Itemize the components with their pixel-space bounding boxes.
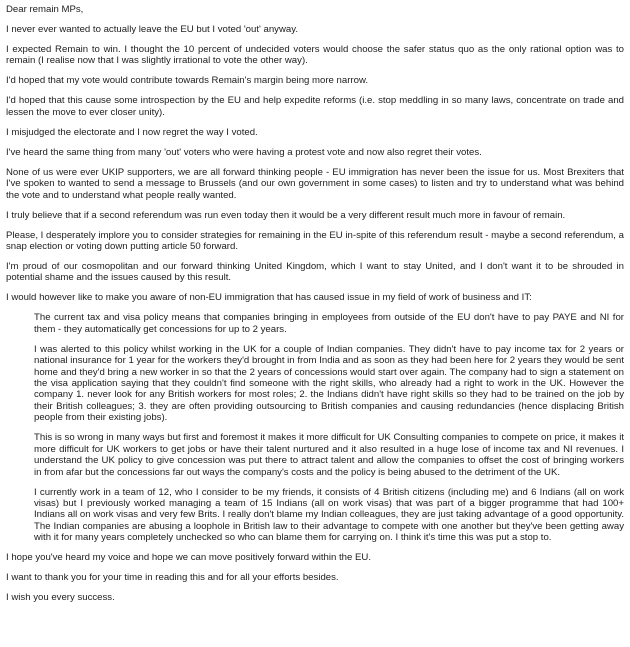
paragraph-implore: Please, I desperately implore you to consider strategies for remaining in the EU in-spite of this referendum result - maybe a second referendum, a snap election or voting down putting article 50 forward.: [6, 229, 624, 253]
paragraph-protest-vote: I've heard the same thing from many 'out' voters who were having a protest vote and now also regret their votes.: [6, 146, 482, 158]
quote-tax-visa-policy: The current tax and visa policy means that companies bringing in employees from outside of the EU don't have to pay PAYE and NI for them - they automatically get concessions for up to 2 years.: [34, 312, 624, 335]
quote-alerted-to-policy: I was alerted to this policy whilst working in the UK for a couple of Indian companies. They didn't have to pay income tax for 2 years or national insurance for 1 year for the workers they'd brought in from India and as soon as they had been here for 2 years they would be sent home and they'd bring a new worker in so that the 2 years of concessions would start over again. The company had to sign a statement on the visa application saying that they couldn't find someone with the right skills, who already had a right to work in the UK. However the company 1. never look for any British workers for most roles; 2. the Indians didn't have right skills so they had to be trained on the job by their British colleagues; 3. they are often providing outsourcing to British companies and causing redundancies (hence displacing British people from their existing jobs).: [34, 343, 624, 424]
closing-thanks: I want to thank you for your time in reading this and for all your efforts besides.: [6, 572, 339, 584]
paragraph-margin-narrow: I'd hoped that my vote would contribute towards Remain's margin being more narrow.: [6, 75, 369, 87]
paragraph-second-referendum: I truly believe that if a second referendum was run even today then it would be a very different result much more in favour of remain.: [6, 209, 566, 221]
paragraph-non-eu-immigration: I would however like to make you aware of non-EU immigration that has caused issue in my field of work of business and IT:: [6, 292, 532, 304]
closing-success: I wish you every success.: [6, 592, 115, 604]
quote-so-wrong: This is so wrong in many ways but first and foremost it makes it more difficult for UK Consulting companies to compete on price, it makes it more difficult for UK workers to get jobs or have their talent nurtured and it also resulted in a huge lose of income tax and NI revenues. I understand the UK policy to give concession was put there to attract talent and allow the companies to offset the cost of bringing workers in from afar but the concessions far out ways the company's costs and the policy is being abused to the detriment of the UK.: [34, 432, 624, 478]
closing-hope: I hope you've heard my voice and hope we can move positively forward within the EU.: [6, 552, 371, 564]
paragraph-introspection: I'd hoped that this cause some introspection by the EU and help expedite reforms (i.e. stop meddling in so many laws, concentrate on trade and lessen the move to ever closer unity).: [6, 95, 624, 118]
paragraph-never-wanted-to-leave: I never ever wanted to actually leave the EU but I voted 'out' anyway.: [6, 24, 298, 35]
quote-current-team: I currently work in a team of 12, who I consider to be my friends, it consists of 4 British citizens (including me) and 6 Indians (all on work visas) but I previously worked managing a team of 15 Indians (all on work visas) that was part of a bigger programme that had 100+ Indians all on work visas and very few Brits. I really don't blame my Indian colleagues, they are just taking advantage of a good opportunity. The Indian companies are abusing a loophole in British law to their advantage to compete with one another but they've been getting away with it for many years completely unchecked so who can blame them for carrying on. I think it's time this was put a stop to.: [34, 486, 624, 544]
paragraph-misjudged: I misjudged the electorate and I now regret the way I voted.: [6, 126, 258, 138]
paragraph-expected-remain: I expected Remain to win. I thought the 10 percent of undecided voters would choose the safer status quo as the only rational option was to remain (I realise now that I was slightly irrational to vote the other way).: [6, 44, 624, 67]
paragraph-proud: I'm proud of our cosmopolitan and our forward thinking United Kingdom, which I want to stay United, and I don't want it to be shrouded in potential shame and the issues caused by this result.: [6, 261, 624, 284]
quoted-section: [34, 312, 624, 543]
paragraph-not-ukip: None of us were ever UKIP supporters, we are all forward thinking people - EU immigration has never been the issue for us. Most Brexiters that I've spoken to wanted to send a message to Brussels (and our own government in some cases) to listen and try to understand what was behind the vote and to understand what people really wanted.: [6, 166, 624, 201]
greeting: Dear remain MPs,: [6, 4, 84, 15]
